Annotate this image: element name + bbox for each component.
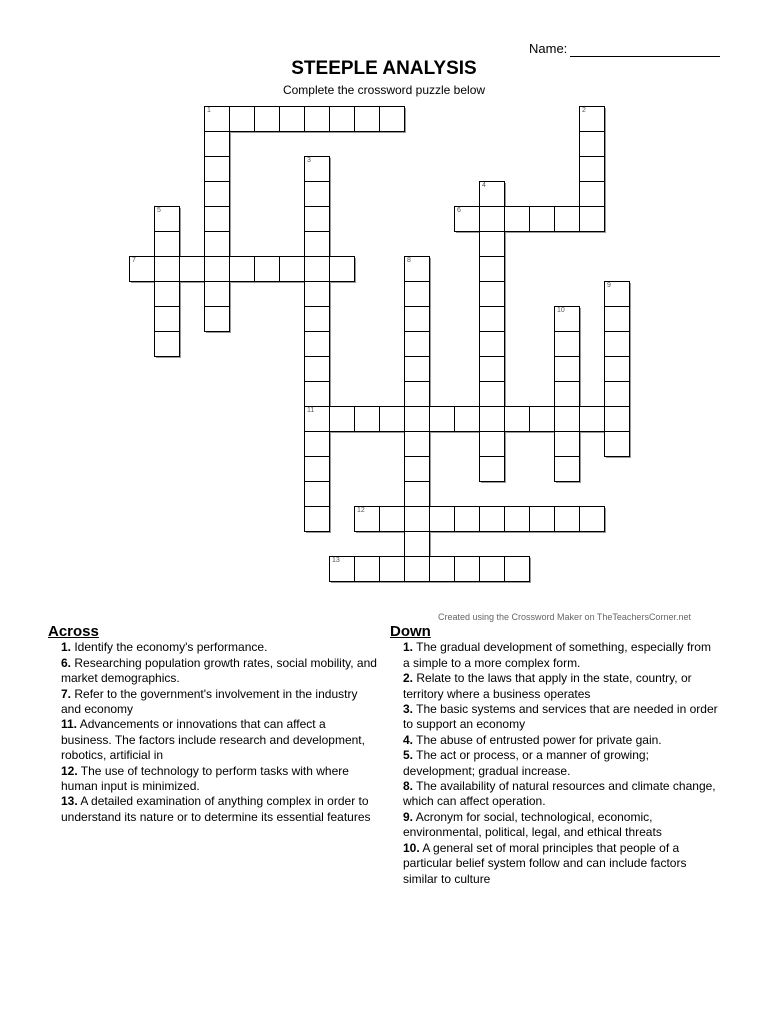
crossword-cell[interactable] xyxy=(479,181,505,207)
crossword-cell[interactable] xyxy=(604,281,630,307)
crossword-cell[interactable] xyxy=(554,406,580,432)
crossword-cell[interactable] xyxy=(404,506,430,532)
crossword-cell[interactable] xyxy=(329,406,355,432)
crossword-cell[interactable] xyxy=(354,556,380,582)
crossword-cell[interactable] xyxy=(304,431,330,457)
clue-number-label: 3. xyxy=(403,702,414,717)
crossword-cell[interactable] xyxy=(154,256,180,282)
crossword-cell[interactable] xyxy=(129,256,155,282)
crossword-cell[interactable] xyxy=(204,181,230,207)
crossword-cell[interactable] xyxy=(154,306,180,332)
crossword-cell[interactable] xyxy=(604,406,630,432)
crossword-cell[interactable] xyxy=(404,256,430,282)
crossword-cell[interactable] xyxy=(554,506,580,532)
crossword-cell[interactable] xyxy=(479,381,505,407)
crossword-cell[interactable] xyxy=(579,181,605,207)
crossword-cell[interactable] xyxy=(554,456,580,482)
crossword-cell[interactable] xyxy=(329,256,355,282)
clue-number: 9 xyxy=(607,282,611,289)
crossword-cell[interactable] xyxy=(204,256,230,282)
crossword-cell[interactable] xyxy=(429,506,455,532)
crossword-cell[interactable] xyxy=(554,431,580,457)
crossword-cell[interactable] xyxy=(279,106,305,132)
crossword-cell[interactable] xyxy=(154,231,180,257)
across-heading: Across xyxy=(48,623,99,640)
across-clue xyxy=(61,656,378,687)
clue-number: 7 xyxy=(132,257,136,264)
clue-number-label: 9. xyxy=(403,809,414,824)
clue-text: The use of technology to perform tasks with where human input is minimized. xyxy=(61,763,349,794)
clue-text: Refer to the government's involvement in the industry and economy xyxy=(61,686,358,717)
crossword-cell[interactable] xyxy=(554,356,580,382)
crossword-cell[interactable] xyxy=(554,306,580,332)
clue-number-label: 5. xyxy=(403,748,414,763)
crossword-cell[interactable] xyxy=(354,106,380,132)
crossword-cell[interactable] xyxy=(204,231,230,257)
crossword-cell[interactable] xyxy=(579,206,605,232)
clue-text: Relate to the laws that apply in the state, country, or territory where a business operates xyxy=(403,671,692,701)
crossword-cell[interactable] xyxy=(504,556,530,582)
across-clues xyxy=(48,624,378,825)
clue-number: 11 xyxy=(307,407,315,414)
crossword-cell[interactable] xyxy=(479,306,505,332)
crossword-cell[interactable] xyxy=(304,456,330,482)
crossword-cell[interactable] xyxy=(404,456,430,482)
clue-number-label: 6. xyxy=(61,655,72,670)
crossword-cell[interactable] xyxy=(404,406,430,432)
clue-text: The availability of natural resources and climate change, which can affect operation. xyxy=(403,779,716,809)
clue-number-label: 7. xyxy=(61,686,72,701)
clue-text: A general set of moral principles that people of a particular belief system follow and can include factors similar to culture xyxy=(403,840,687,886)
clue-number: 10 xyxy=(557,307,565,314)
across-clue xyxy=(61,717,378,763)
clue-number: 4 xyxy=(482,182,486,189)
clue-text: Acronym for social, technological, economic, environmental, political, legal, and ethical threats xyxy=(403,809,662,840)
clue-text: The basic systems and services that are needed in order to support an economy xyxy=(403,702,718,732)
crossword-cell[interactable] xyxy=(179,256,205,282)
clue-number-label: 11. xyxy=(61,717,78,732)
clue-text: Researching population growth rates, social mobility, and market demographics. xyxy=(61,655,377,686)
clue-number: 8 xyxy=(407,257,411,264)
clue-number-label: 12. xyxy=(61,763,78,778)
footer-credit: Created using the Crossword Maker on TheTeachersCorner.net xyxy=(438,612,691,622)
crossword-cell[interactable] xyxy=(204,306,230,332)
crossword-cell[interactable] xyxy=(604,306,630,332)
crossword-cell[interactable] xyxy=(479,231,505,257)
crossword-cell[interactable] xyxy=(529,506,555,532)
crossword-cell[interactable] xyxy=(354,506,380,532)
clue-number-label: 4. xyxy=(403,732,414,747)
crossword-cell[interactable] xyxy=(479,256,505,282)
clue-number-label: 1. xyxy=(403,640,414,655)
crossword-cell[interactable] xyxy=(529,406,555,432)
crossword-cell[interactable] xyxy=(379,106,405,132)
crossword-cell[interactable] xyxy=(454,206,480,232)
crossword-cell[interactable] xyxy=(354,406,380,432)
crossword-cell[interactable] xyxy=(479,431,505,457)
crossword-cell[interactable] xyxy=(479,356,505,382)
crossword-cell[interactable] xyxy=(554,206,580,232)
crossword-cell[interactable] xyxy=(304,481,330,507)
crossword-cell[interactable] xyxy=(579,131,605,157)
crossword-cell[interactable] xyxy=(479,506,505,532)
crossword-cell[interactable] xyxy=(379,556,405,582)
crossword-cell[interactable] xyxy=(504,506,530,532)
crossword-cell[interactable] xyxy=(404,331,430,357)
crossword-cell[interactable] xyxy=(204,131,230,157)
crossword-cell[interactable] xyxy=(204,106,230,132)
crossword-cell[interactable] xyxy=(404,481,430,507)
down-clue-list xyxy=(390,640,720,887)
crossword-cell[interactable] xyxy=(379,406,405,432)
down-clues xyxy=(390,624,720,887)
down-clue xyxy=(403,702,720,733)
clue-text: Advancements or innovations that can affect a business. The factors include research and development, robotics, artificial in xyxy=(61,717,365,763)
crossword-cell[interactable] xyxy=(404,431,430,457)
clue-text: The gradual development of something, especially from a simple to a more complex form. xyxy=(403,640,711,670)
crossword-cell[interactable] xyxy=(554,381,580,407)
crossword-cell[interactable] xyxy=(304,381,330,407)
crossword-cell[interactable] xyxy=(304,156,330,182)
down-clue xyxy=(403,671,720,702)
across-clue xyxy=(61,640,378,655)
crossword-cell[interactable] xyxy=(304,356,330,382)
crossword-cell[interactable] xyxy=(504,206,530,232)
crossword-cell[interactable] xyxy=(404,356,430,382)
crossword-cell[interactable] xyxy=(479,456,505,482)
crossword-cell[interactable] xyxy=(454,506,480,532)
crossword-cell[interactable] xyxy=(504,406,530,432)
clue-number: 3 xyxy=(307,157,311,164)
crossword-cell[interactable] xyxy=(404,281,430,307)
across-clue xyxy=(61,794,378,825)
down-clue xyxy=(403,841,720,887)
crossword-cell[interactable] xyxy=(479,406,505,432)
crossword-cell[interactable] xyxy=(204,206,230,232)
clue-number-label: 2. xyxy=(403,671,414,686)
crossword-cell[interactable] xyxy=(579,156,605,182)
crossword-cell[interactable] xyxy=(329,556,355,582)
clue-text: The act or process, or a manner of growing; development; gradual increase. xyxy=(403,748,649,778)
crossword-cell[interactable] xyxy=(554,331,580,357)
clue-text: The abuse of entrusted power for private gain. xyxy=(413,732,662,747)
crossword-cell[interactable] xyxy=(304,331,330,357)
clue-number-label: 8. xyxy=(403,779,414,794)
crossword-cell[interactable] xyxy=(304,181,330,207)
crossword-cell[interactable] xyxy=(604,356,630,382)
clue-number-label: 10. xyxy=(403,840,420,855)
page-title: STEEPLE ANALYSIS xyxy=(291,58,477,79)
clue-number: 2 xyxy=(582,107,586,114)
clue-text: A detailed examination of anything complex in order to understand its nature or to determine its essential features xyxy=(61,794,371,824)
crossword-cell[interactable] xyxy=(304,206,330,232)
crossword-cell[interactable] xyxy=(429,556,455,582)
crossword-cell[interactable] xyxy=(154,206,180,232)
page-subtitle: Complete the crossword puzzle below xyxy=(282,83,486,97)
crossword-cell[interactable] xyxy=(154,281,180,307)
down-clue xyxy=(403,779,720,810)
down-heading: Down xyxy=(390,623,431,640)
crossword-cell[interactable] xyxy=(404,531,430,557)
crossword-cell[interactable] xyxy=(529,206,555,232)
crossword-cell[interactable] xyxy=(254,256,280,282)
crossword-cell[interactable] xyxy=(229,106,255,132)
crossword-cell[interactable] xyxy=(579,106,605,132)
crossword-cell[interactable] xyxy=(479,556,505,582)
crossword-cell[interactable] xyxy=(454,556,480,582)
clue-number: 12 xyxy=(357,507,365,514)
crossword-cell[interactable] xyxy=(154,331,180,357)
crossword-cell[interactable] xyxy=(579,406,605,432)
down-clue xyxy=(403,640,720,671)
crossword-cell[interactable] xyxy=(479,281,505,307)
clue-number: 13 xyxy=(332,557,340,564)
crossword-cell[interactable] xyxy=(304,306,330,332)
clue-number-label: 13. xyxy=(61,794,78,809)
crossword-cell[interactable] xyxy=(479,206,505,232)
crossword-cell[interactable] xyxy=(279,256,305,282)
crossword-cell[interactable] xyxy=(254,106,280,132)
clue-number-label: 1. xyxy=(61,640,72,655)
crossword-cell[interactable] xyxy=(204,156,230,182)
crossword-cell[interactable] xyxy=(604,381,630,407)
crossword-cell[interactable] xyxy=(604,431,630,457)
across-clue xyxy=(61,764,378,795)
clue-number: 6 xyxy=(457,207,461,214)
crossword-cell[interactable] xyxy=(329,106,355,132)
across-clue-list xyxy=(48,640,378,825)
clue-number: 1 xyxy=(207,107,211,114)
across-clue xyxy=(61,687,378,718)
crossword-cell[interactable] xyxy=(304,106,330,132)
down-clue xyxy=(403,733,720,748)
crossword-cell[interactable] xyxy=(404,381,430,407)
crossword-cell[interactable] xyxy=(304,256,330,282)
crossword-cell[interactable] xyxy=(604,331,630,357)
crossword-cell[interactable] xyxy=(579,506,605,532)
down-clue xyxy=(403,810,720,841)
crossword-cell[interactable] xyxy=(204,281,230,307)
crossword-cell[interactable] xyxy=(379,506,405,532)
name-label: Name: xyxy=(529,41,568,56)
crossword-cell[interactable] xyxy=(304,406,330,432)
clue-number: 5 xyxy=(157,207,161,214)
crossword-cell[interactable] xyxy=(304,281,330,307)
crossword-cell[interactable] xyxy=(429,406,455,432)
crossword-cell[interactable] xyxy=(229,256,255,282)
crossword-cell[interactable] xyxy=(454,406,480,432)
clue-text: Identify the economy's performance. xyxy=(71,640,268,655)
crossword-cell[interactable] xyxy=(304,506,330,532)
crossword-cell[interactable] xyxy=(404,556,430,582)
crossword-cell[interactable] xyxy=(304,231,330,257)
crossword-cell[interactable] xyxy=(404,306,430,332)
down-clue xyxy=(403,748,720,779)
crossword-cell[interactable] xyxy=(479,331,505,357)
